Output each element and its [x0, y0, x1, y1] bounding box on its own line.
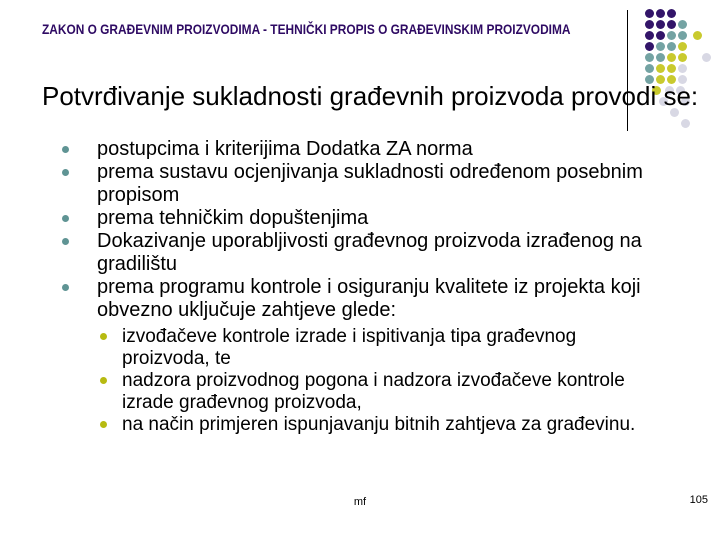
decor-dot-yellow [678, 53, 687, 62]
sub-list-item-text: izvođačeve kontrole izrade i ispitivanja tipa građevnog proizvoda, te [122, 326, 577, 369]
decor-dot-teal [678, 20, 687, 29]
bullet-icon [62, 215, 69, 222]
bullet-list [62, 138, 682, 436]
decor-dot-yellow [667, 53, 676, 62]
list-item-text: postupcima i kriterijima Dodatka ZA norma [97, 138, 473, 160]
list-item [62, 161, 682, 207]
decor-dot-teal [667, 42, 676, 51]
sub-bullet-list [100, 326, 682, 436]
decor-dot-teal [678, 31, 687, 40]
decor-dot-yellow [693, 31, 702, 40]
bullet-icon [62, 284, 69, 291]
bullet-icon [62, 146, 69, 153]
decor-dot-yellow [667, 64, 676, 73]
decor-dot-gray [702, 53, 711, 62]
decor-dot-teal [656, 53, 665, 62]
decor-dot-teal [645, 64, 654, 73]
decor-dot-purple [645, 31, 654, 40]
decor-dot-gray [681, 119, 690, 128]
list-item [62, 276, 682, 322]
decor-dot-purple [656, 31, 665, 40]
decor-dot-teal [645, 53, 654, 62]
decor-dot-yellow [656, 64, 665, 73]
decor-dot-purple [645, 20, 654, 29]
bullet-icon [62, 238, 69, 245]
list-item [62, 138, 682, 161]
page-number: 105 [689, 494, 708, 506]
list-item-text: prema programu kontrole i osiguranju kvalitete iz projekta koji obvezno uključuje zahtjeve glede: [97, 276, 641, 321]
decor-dot-yellow [678, 42, 687, 51]
page-title: Potvrđivanje sukladnosti građevnih proizvoda provodi se: [42, 81, 699, 111]
sub-list-item [100, 370, 682, 414]
list-item [62, 207, 682, 230]
sub-list-item [100, 414, 682, 436]
decor-dot-purple [645, 9, 654, 18]
decor-dot-purple [656, 9, 665, 18]
list-item-text: prema tehničkim dopuštenjima [97, 207, 369, 229]
sub-list-item-text: na način primjeren ispunjavanju bitnih zahtjeva za građevinu. [122, 414, 636, 435]
sub-bullet-icon [100, 333, 107, 340]
decor-dot-purple [645, 42, 654, 51]
list-item [62, 230, 682, 276]
decor-dot-purple [667, 9, 676, 18]
sub-bullet-icon [100, 377, 107, 384]
decor-dot-teal [667, 31, 676, 40]
footer-author: mf [353, 496, 367, 508]
list-item-text: prema sustavu ocjenjivanja sukladnosti određenom posebnim propisom [97, 161, 643, 206]
sub-bullet-icon [100, 421, 107, 428]
decor-dot-purple [656, 20, 665, 29]
decor-dot-purple [667, 20, 676, 29]
slide-header: ZAKON O GRAĐEVNIM PROIZVODIMA - TEHNIČKI PROPIS O GRAĐEVINSKIM PROIZVODIMA [42, 21, 571, 37]
sub-list-item-text: nadzora proizvodnog pogona i nadzora izvođačeve kontrole izrade građevnog proizvoda, [122, 370, 625, 413]
sub-list-item [100, 326, 682, 370]
decor-dot-teal [656, 42, 665, 51]
bullet-icon [62, 169, 69, 176]
list-item-text: Dokazivanje uporabljivosti građevnog proizvoda izrađenog na gradilištu [97, 230, 642, 275]
decor-dot-gray [678, 64, 687, 73]
